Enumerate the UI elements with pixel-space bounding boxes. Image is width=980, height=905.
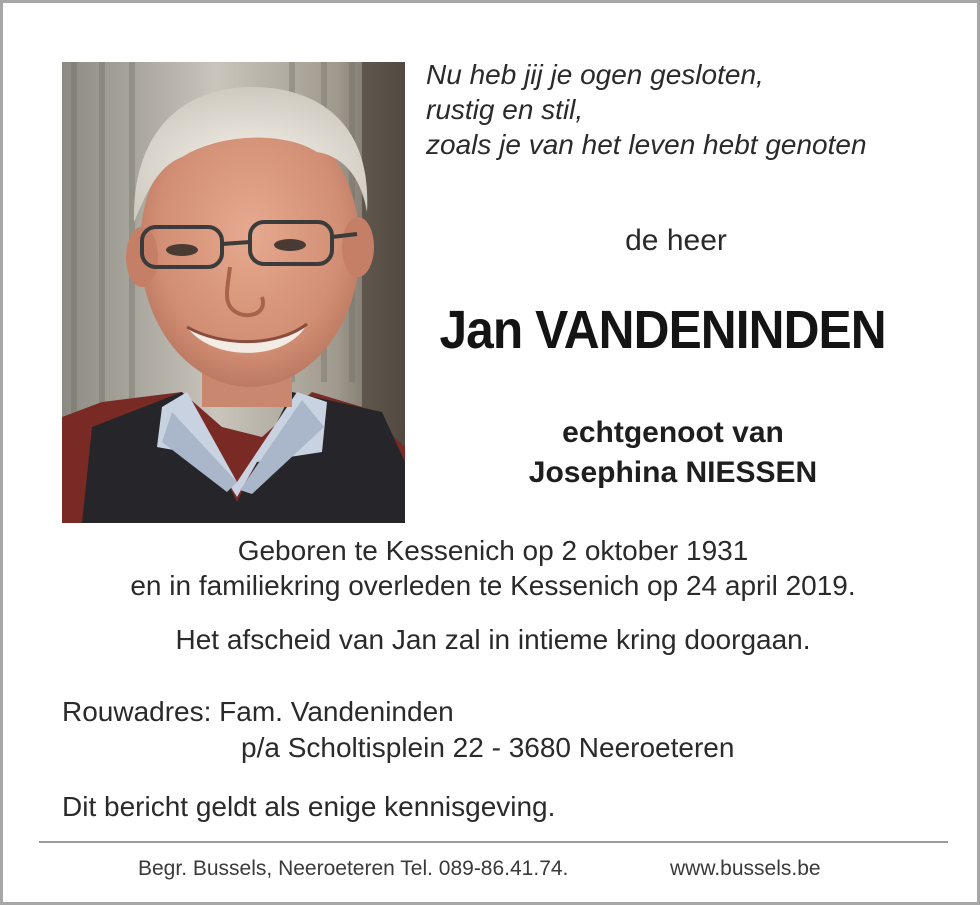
- spouse-intro: echtgenoot van: [562, 416, 784, 449]
- birth-line: Geboren te Kessenich op 2 oktober 1931: [237, 535, 749, 566]
- poem-line: rustig en stil,: [426, 94, 584, 125]
- life-dates: [3, 533, 980, 603]
- deceased-name: Jan VANDENINDEN: [439, 300, 886, 360]
- portrait-photo: [62, 62, 405, 523]
- death-line: en in familiekring overleden te Kessenich op 24 april 2019.: [130, 570, 856, 601]
- notice-text: Dit bericht geldt als enige kennisgeving.: [62, 791, 556, 822]
- farewell-text: Het afscheid van Jan zal in intieme kring doorgaan.: [175, 624, 811, 655]
- poem-line: zoals je van het leven hebt genoten: [426, 129, 867, 160]
- mourning-address-line: p/a Scholtisplein 22 - 3680 Neeroeteren: [241, 732, 735, 763]
- spouse-block: [433, 413, 913, 493]
- mourning-address-label: Rouwadres: Fam. Vandeninden: [62, 696, 454, 727]
- poem: [426, 57, 966, 162]
- honorific: de heer: [625, 224, 727, 257]
- poem-line: Nu heb jij je ogen gesloten,: [426, 59, 764, 90]
- spouse-name: Josephina NIESSEN: [528, 456, 818, 489]
- undertaker-info: Begr. Bussels, Neeroeteren Tel. 089-86.41.74.: [138, 857, 569, 880]
- website-link[interactable]: www.bussels.be: [670, 857, 821, 880]
- divider: [39, 841, 948, 843]
